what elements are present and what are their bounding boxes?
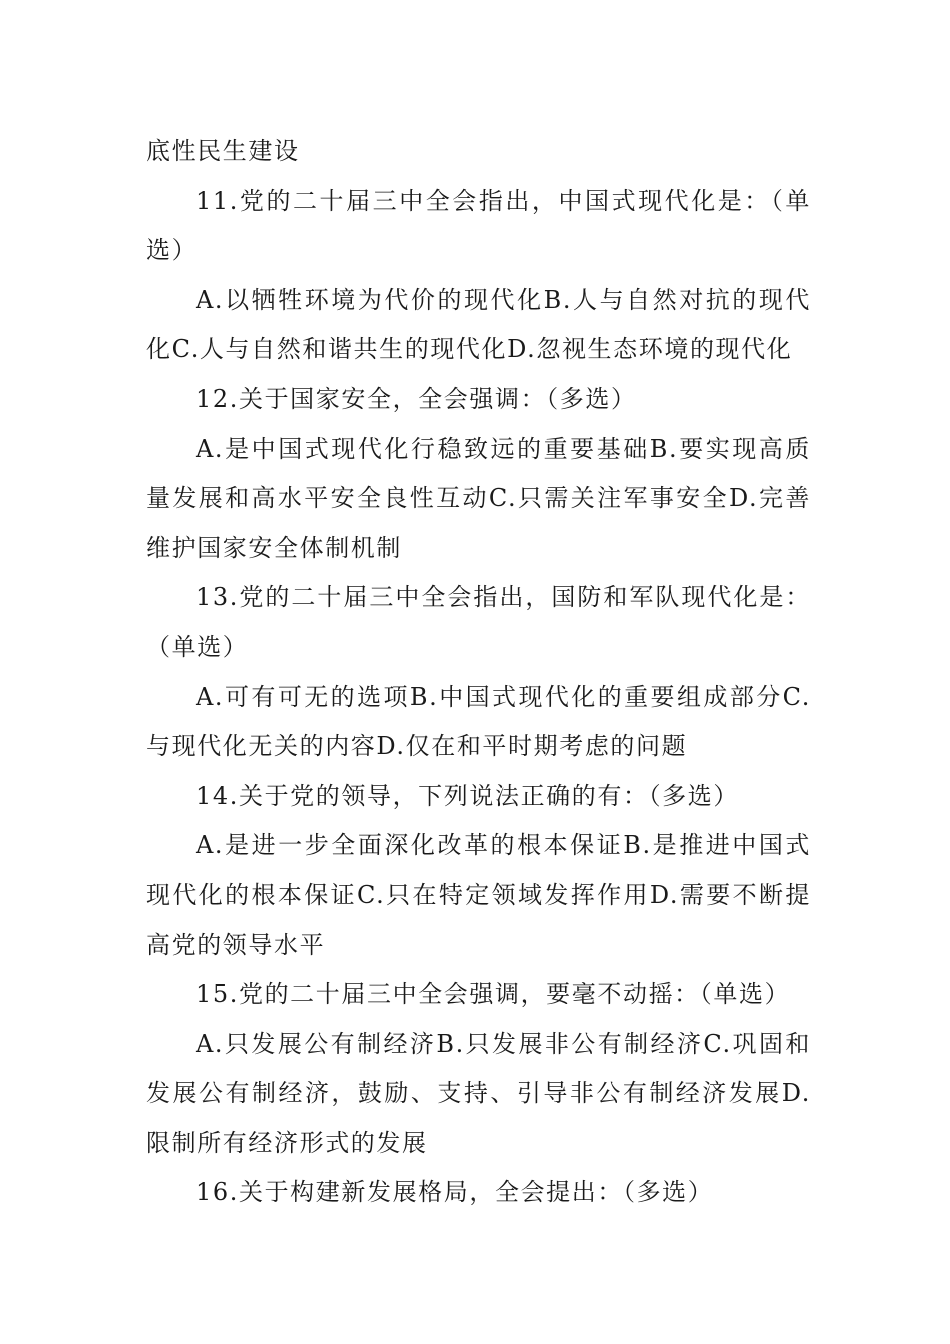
document-page — [146, 127, 811, 1218]
question-14: 14.关于党的领导，下列说法正确的有：（多选） — [196, 781, 739, 810]
paragraph-continuation: 底性民生建设 — [146, 137, 300, 165]
question-12: 12.关于国家安全，全会强调：（多选） — [196, 384, 637, 413]
question-11-options: A.以牺牲环境为代价的现代化B.人与自然对抗的现代化C.人与自然和谐共生的现代化D.忽视生态环境的现代化 — [146, 285, 811, 364]
question-13-options: A.可有可无的选项B.中国式现代化的重要组成部分C.与现代化无关的内容D.仅在和平时期考虑的问题 — [146, 682, 811, 761]
question-13: 13.党的二十届三中全会指出，国防和军队现代化是：（单选） — [146, 583, 811, 661]
question-14-options: A.是进一步全面深化改革的根本保证B.是推进中国式现代化的根本保证C.只在特定领域发挥作用D.需要不断提高党的领导水平 — [146, 831, 811, 959]
question-11: 11.党的二十届三中全会指出，中国式现代化是：（单选） — [146, 186, 811, 265]
question-12-options: A.是中国式现代化行稳致远的重要基础B.要实现高质量发展和高水平安全良性互动C.只需关注军事安全D.完善维护国家安全体制机制 — [146, 434, 811, 562]
question-15-options: A.只发展公有制经济B.只发展非公有制经济C.巩固和发展公有制经济，鼓励、支持、引导非公有制经济发展D.限制所有经济形式的发展 — [146, 1029, 811, 1157]
question-15: 15.党的二十届三中全会强调，要毫不动摇：（单选） — [196, 980, 791, 1009]
question-16: 16.关于构建新发展格局，全会提出：（多选） — [196, 1178, 714, 1207]
